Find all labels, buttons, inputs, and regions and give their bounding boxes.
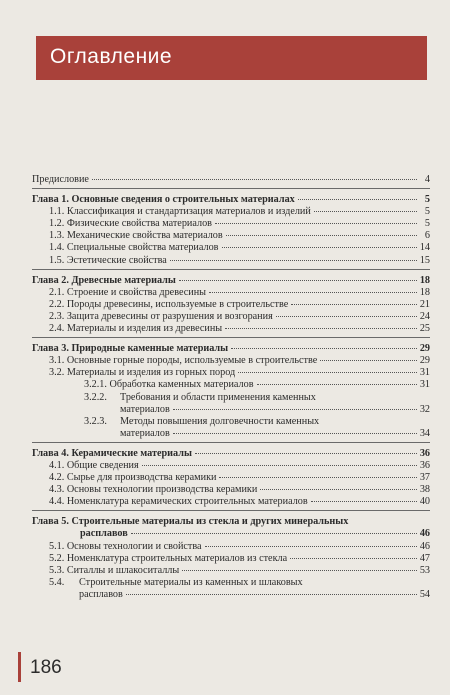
divider [32, 188, 430, 189]
divider [32, 337, 430, 338]
toc-entry: 3.1. Основные горные породы, используемые в строительстве 29 [49, 355, 430, 367]
toc-chapter-2: Глава 2. Древесные материалы 18 [32, 274, 430, 286]
toc-chapter-5: Глава 5. Строительные материалы из стекла и других минеральных расплавов 46 [32, 516, 430, 540]
page-number: 186 [30, 657, 62, 678]
divider [32, 269, 430, 270]
toc-entry: 5.4. Строительные материалы из каменных и шлаковых расплавов 54 [49, 576, 430, 600]
toc-subentry: 3.2.1. Обработка каменных материалов 31 [84, 379, 430, 391]
page-title: Оглавление [50, 45, 173, 68]
toc-chapter-1: Глава 1. Основные сведения о строительных материалах 5 [32, 194, 430, 206]
toc-entry: 3.2. Материалы и изделия из горных пород 31 [49, 367, 430, 379]
toc-entry: 1.2. Физические свойства материалов 5 [49, 218, 430, 230]
page-number-accent [18, 652, 21, 682]
toc-chapter-3: Глава 3. Природные каменные материалы 29 [32, 343, 430, 355]
toc-entry: 1.1. Классификация и стандартизация материалов и изделий 5 [49, 206, 430, 218]
toc-entry: 5.3. Ситаллы и шлакоситаллы 53 [49, 564, 430, 576]
toc-entry: 1.5. Эстетические свойства 15 [49, 254, 430, 266]
toc-chapter-4: Глава 4. Керамические материалы 36 [32, 447, 430, 459]
toc-entry: 5.2. Номенклатура строительных материалов из стекла 47 [49, 552, 430, 564]
divider [32, 442, 430, 443]
toc-entry: 4.1. Общие сведения 36 [49, 459, 430, 471]
divider [32, 510, 430, 511]
toc-entry: 4.3. Основы технологии производства керамики 38 [49, 484, 430, 496]
toc-header-banner [36, 36, 427, 80]
toc-entry-preface: Предисловие 4 [32, 174, 430, 185]
toc-entry: 4.4. Номенклатура керамических строительных материалов 40 [49, 496, 430, 508]
toc-entry: 4.2. Сырье для производства керамики 37 [49, 472, 430, 484]
toc-entry: 2.3. Защита древесины от разрушения и возгорания 24 [49, 310, 430, 322]
toc-entry: 1.4. Специальные свойства материалов 14 [49, 242, 430, 254]
toc-entry: 5.1. Основы технологии и свойства 46 [49, 540, 430, 552]
toc-entry: 2.2. Породы древесины, используемые в строительстве 21 [49, 298, 430, 310]
toc-subentry: 3.2.3. Методы повышения долговечности каменных материалов 34 [84, 415, 430, 439]
toc-entry: 1.3. Механические свойства материалов 6 [49, 230, 430, 242]
toc-entry: 2.4. Материалы и изделия из древесины 25 [49, 323, 430, 335]
toc-entry: 2.1. Строение и свойства древесины 18 [49, 286, 430, 298]
toc-subentry: 3.2.2. Требования и области применения каменных материалов 32 [84, 391, 430, 415]
table-of-contents [32, 174, 430, 601]
